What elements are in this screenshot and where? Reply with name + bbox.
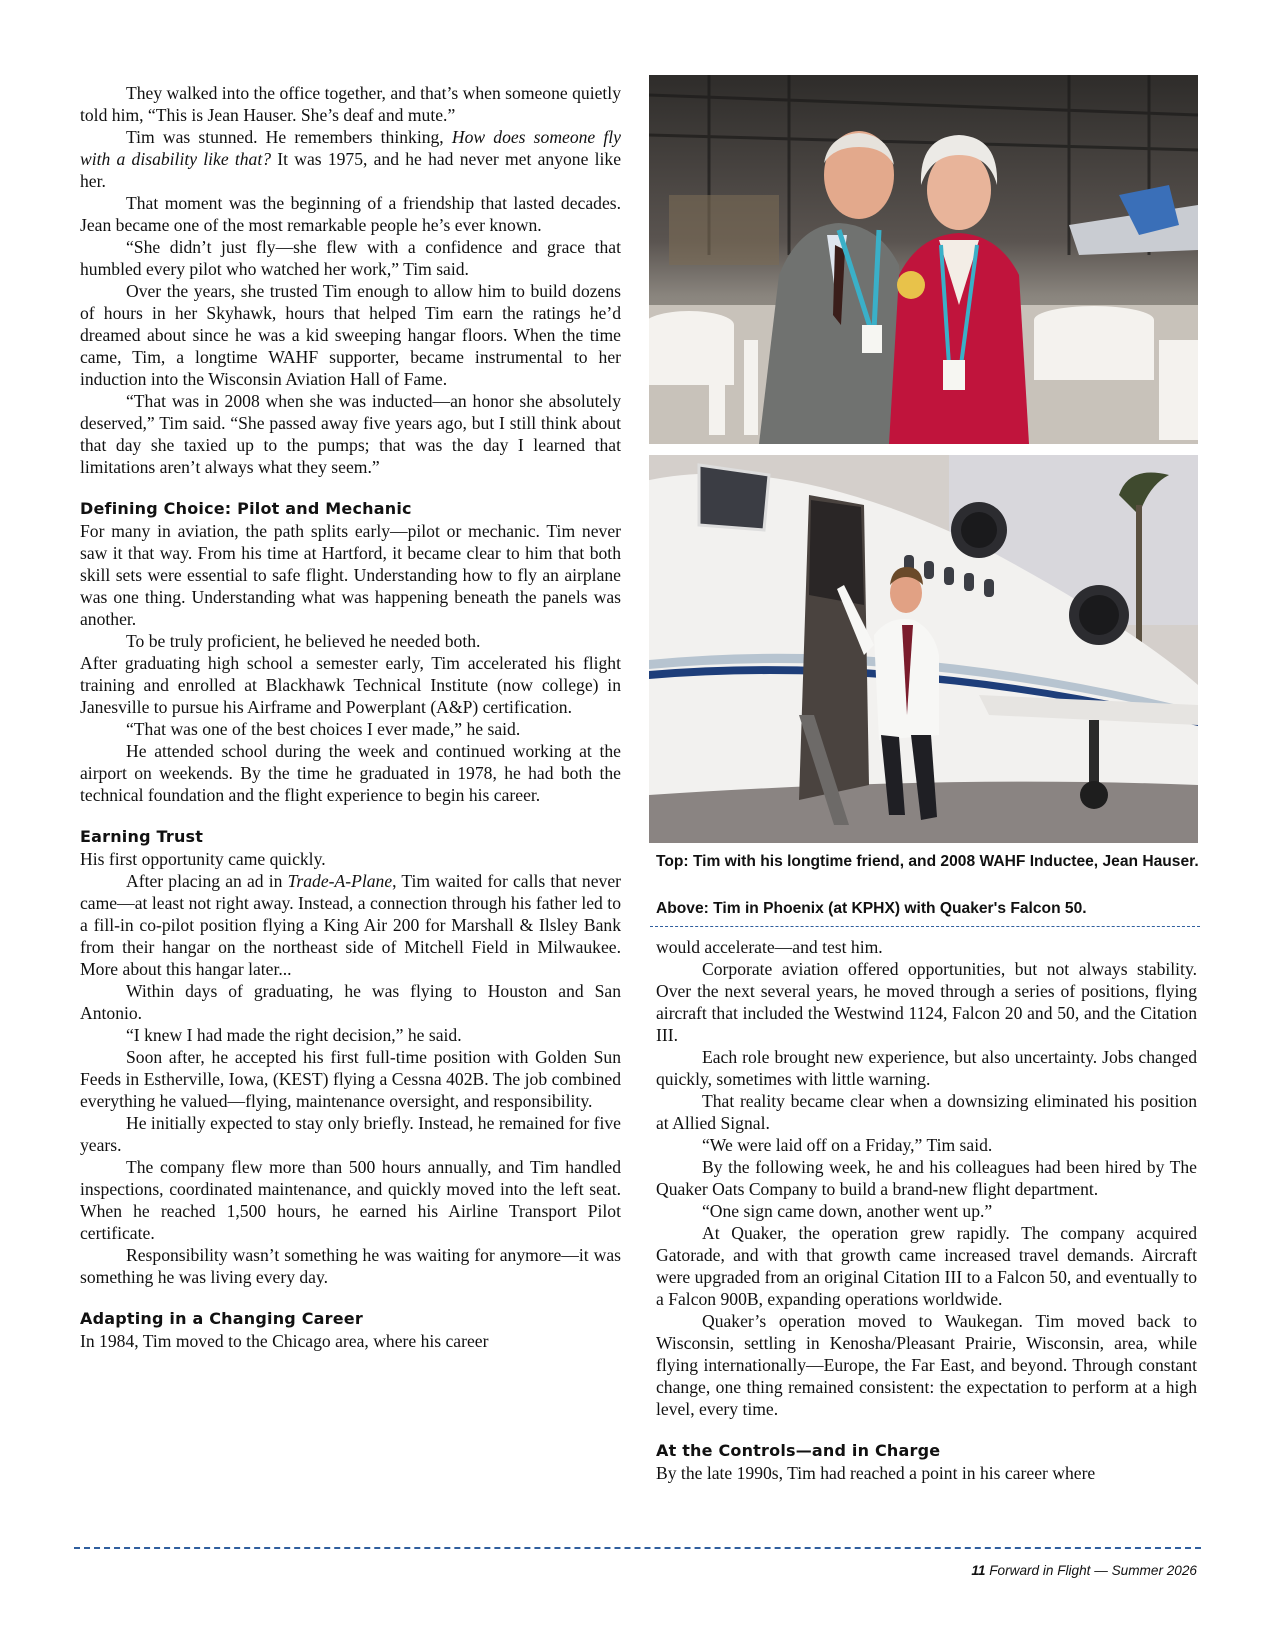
section-heading: Adapting in a Changing Career bbox=[80, 1309, 363, 1328]
body-paragraph: At Quaker, the operation grew rapidly. The company acquired Gatorade, and with that growth came increased travel demands. Aircraft were upgraded from an original Citation III to a Falcon 50, and eventually to a Falcon 900B, expanding operations worldwide. bbox=[656, 1223, 1197, 1309]
body-paragraph: Over the years, she trusted Tim enough to allow him to build dozens of hours in her Skyhawk, hours that helped Tim earn the ratings he’d dreamed about since he was a kid sweeping hangar floors. When the time came, Tim, a longtime WAHF supporter, became instrumental to her induction into the Wisconsin Aviation Hall of Fame. bbox=[80, 281, 621, 389]
body-paragraph: By the following week, he and his colleagues had been hired by The Quaker Oats Company to build a brand-new flight department. bbox=[656, 1157, 1197, 1199]
body-paragraph: That moment was the beginning of a friendship that lasted decades. Jean became one of the most remarkable people he’s ever known. bbox=[80, 193, 621, 235]
body-paragraph: Soon after, he accepted his first full-time position with Golden Sun Feeds in Estherville, Iowa, (KEST) flying a Cessna 402B. The job combined everything he valued—flying, maintenance oversight, and responsibility. bbox=[80, 1047, 621, 1111]
body-paragraph: Quaker’s operation moved to Waukegan. Tim moved back to Wisconsin, settling in Kenosha/Pleasant Prairie, Wisconsin, area, while flying internationally—Europe, the Far East, and beyond. Through constant change, one thing remained consistent: the expectation to perform at a high level, every time. bbox=[656, 1311, 1197, 1419]
body-paragraph: The company flew more than 500 hours annually, and Tim handled inspections, coordinated maintenance, and quickly moved into the left seat. When he reached 1,500 hours, he earned his Airline Transport Pilot certificate. bbox=[80, 1157, 621, 1243]
body-paragraph: To be truly proficient, he believed he needed both. bbox=[126, 631, 481, 651]
photo-tim-with-falcon-50 bbox=[649, 455, 1198, 843]
page-number: 11 bbox=[971, 1563, 986, 1578]
footer-divider bbox=[74, 1547, 1201, 1549]
body-paragraph: He initially expected to stay only briefly. Instead, he remained for five years. bbox=[80, 1113, 621, 1155]
body-paragraph: would accelerate—and test him. bbox=[656, 937, 883, 957]
body-paragraph: In 1984, Tim moved to the Chicago area, where his career bbox=[80, 1331, 489, 1351]
photo-caption-top: Top: Tim with his longtime friend, and 2008 WAHF Inductee, Jean Hauser. bbox=[656, 853, 1199, 870]
body-paragraph: Tim was stunned. He remembers thinking, How does someone fly with a disability like that? It was 1975, and he had never met anyone like her. bbox=[80, 127, 622, 191]
caption-divider bbox=[650, 926, 1200, 927]
section-heading: Earning Trust bbox=[80, 827, 204, 846]
body-paragraph: His first opportunity came quickly. bbox=[80, 849, 326, 869]
body-paragraph: “I knew I had made the right decision,” he said. bbox=[126, 1025, 462, 1045]
body-paragraph: Responsibility wasn’t something he was waiting for anymore—it was something he was living every day. bbox=[80, 1245, 621, 1287]
body-paragraph: “She didn’t just fly—she flew with a confidence and grace that humbled every pilot who watched her work,” Tim said. bbox=[80, 237, 621, 279]
publication-name: Forward in Flight — Summer 2026 bbox=[985, 1563, 1197, 1578]
body-paragraph: After graduating high school a semester early, Tim accelerated his flight training and enrolled at Blackhawk Technical Institute (now college) in Janesville to pursue his Airframe and Powerplant (A&P) certification. bbox=[80, 653, 621, 717]
body-paragraph: Corporate aviation offered opportunities, but not always stability. Over the next several years, he moved through a series of positions, flying aircraft that included the Westwind 1124, Falcon 20 and 50, and the Citation III. bbox=[656, 959, 1197, 1045]
body-paragraph: After placing an ad in Trade-A-Plane, Tim waited for calls that never came—at least not right away. Instead, a connection through his father led to a fill-in co-pilot position flying a King Air 200 for Marshall & Ilsley Bank from their hangar on the northeast side of Mitchell Field in Milwaukee. More about this hangar later... bbox=[80, 871, 622, 979]
photo-caption-bottom: Above: Tim in Phoenix (at KPHX) with Quaker's Falcon 50. bbox=[656, 900, 1087, 917]
body-paragraph: “We were laid off on a Friday,” Tim said. bbox=[702, 1135, 993, 1155]
body-paragraph: That reality became clear when a downsizing eliminated his position at Allied Signal. bbox=[656, 1091, 1197, 1133]
right-column bbox=[656, 936, 1197, 1484]
body-paragraph: They walked into the office together, and that’s when someone quietly told him, “This is Jean Hauser. She’s deaf and mute.” bbox=[80, 83, 621, 125]
body-paragraph: For many in aviation, the path splits early—pilot or mechanic. Tim never saw it that way. From his time at Hartford, it became clear to him that both skill sets were essential to safe flight. Understanding how to fly an airplane was one thing. Understanding what was happening beneath the panels was another. bbox=[80, 521, 621, 629]
left-column bbox=[80, 82, 621, 1352]
body-paragraph: Within days of graduating, he was flying to Houston and San Antonio. bbox=[80, 981, 621, 1023]
body-paragraph: He attended school during the week and continued working at the airport on weekends. By the time he graduated in 1978, he had both the technical foundation and the flight experience to begin his career. bbox=[80, 741, 621, 805]
body-paragraph: “One sign came down, another went up.” bbox=[702, 1201, 993, 1221]
photo-tim-and-jean-hauser bbox=[649, 75, 1198, 444]
section-heading: At the Controls—and in Charge bbox=[656, 1441, 941, 1460]
body-paragraph: “That was one of the best choices I ever made,” he said. bbox=[126, 719, 521, 739]
page-footer bbox=[971, 1563, 1197, 1578]
body-paragraph: By the late 1990s, Tim had reached a point in his career where bbox=[656, 1463, 1096, 1483]
body-paragraph: Each role brought new experience, but also uncertainty. Jobs changed quickly, sometimes with little warning. bbox=[656, 1047, 1197, 1089]
section-heading: Defining Choice: Pilot and Mechanic bbox=[80, 499, 412, 518]
body-paragraph: “That was in 2008 when she was inducted—an honor she absolutely deserved,” Tim said. “She passed away five years ago, but I still think about that day she taxied up to the pumps; that was the day I learned that limitations aren’t always what they seem.” bbox=[80, 391, 621, 477]
